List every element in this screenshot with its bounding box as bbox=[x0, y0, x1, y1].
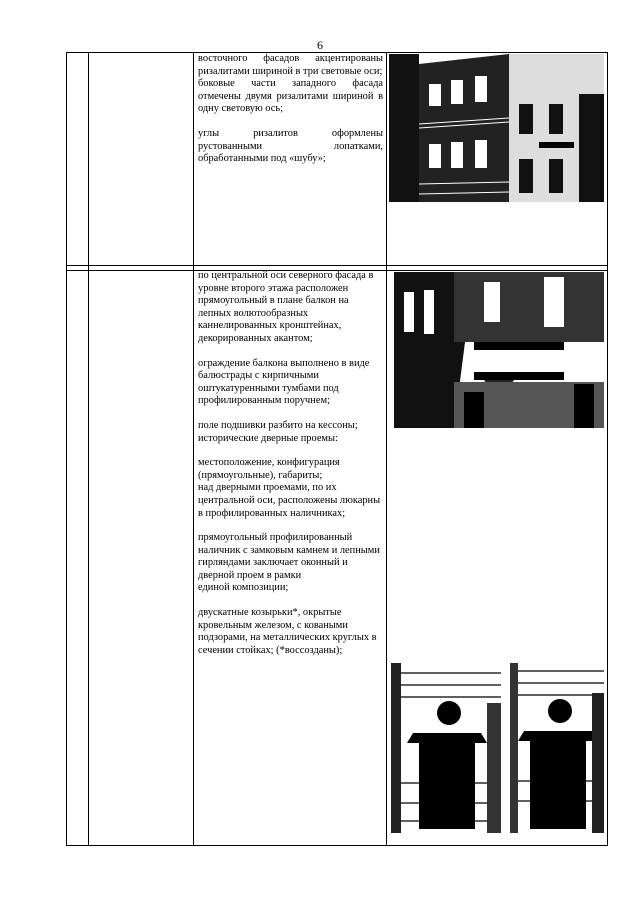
paragraph: углы ризалитов оформлены рустованными лопатками, обработанными под «шубу»; bbox=[198, 127, 383, 165]
paragraph: двускатные козырьки*, окрытые кровельным железом, с коваными подзорами, на металлических круглых в сечении стойках; (*воссозданы); bbox=[198, 607, 377, 656]
doorway-photo-right bbox=[510, 663, 604, 833]
row-divider bbox=[66, 265, 608, 266]
paragraph: поле подшивки разбито на кессоны; bbox=[198, 419, 358, 431]
paragraph: восточного фасадов акцентированы ризалитами шириной в три световые оси; bbox=[198, 53, 383, 77]
paragraph: исторические дверные проемы: bbox=[198, 432, 338, 444]
paragraph: боковые части западного фасада отмечены двумя ризалитами шириной в одну световую ось; bbox=[198, 78, 383, 115]
column-border bbox=[607, 52, 608, 846]
row-1-description bbox=[198, 53, 383, 178]
column-border bbox=[386, 52, 387, 846]
facade-photo bbox=[389, 54, 604, 216]
paragraph: над дверными проемами, по их центральной оси, расположены люкарны в профилированных наличниках; bbox=[198, 482, 381, 519]
paragraph: местоположение, конфигурация (прямоугольные), габариты; bbox=[198, 457, 340, 481]
table-bottom-border bbox=[66, 845, 608, 846]
row-2-description bbox=[198, 270, 383, 669]
paragraph: единой композиции; bbox=[198, 582, 289, 594]
balcony-photo bbox=[394, 272, 604, 428]
doorway-photo-left bbox=[391, 663, 501, 833]
paragraph: ограждение балкона выполнено в виде балюстрады с кирпичными оштукатуренными тумбами под профилированным поручнем; bbox=[198, 357, 370, 407]
column-border bbox=[193, 52, 194, 846]
paragraph: по центральной оси северного фасада в уровне второго этажа расположен прямоугольный в плане балкон на лепных волютообразных каннелированных кронштейнах, декорированных акантом; bbox=[198, 270, 374, 344]
column-border bbox=[66, 52, 67, 846]
paragraph: прямоугольный профилированный наличник с замковым камнем и лепными гирляндами заключает оконный и дверной проем в рамки bbox=[198, 532, 380, 581]
page-number: 6 bbox=[317, 38, 323, 52]
column-border bbox=[88, 52, 89, 846]
